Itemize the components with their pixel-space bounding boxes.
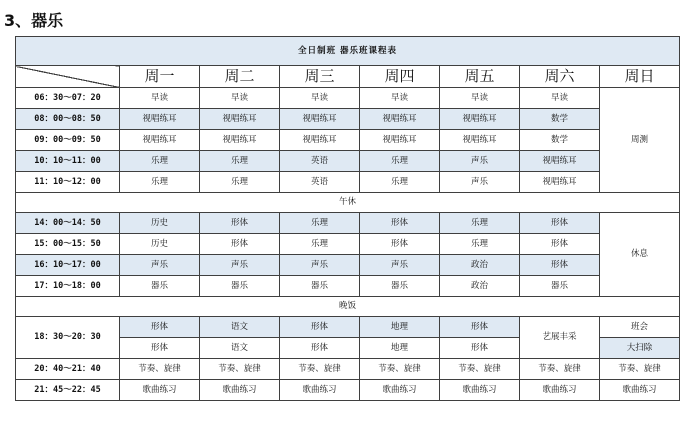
schedule-table xyxy=(15,36,680,401)
course-cell: 器乐 xyxy=(200,276,280,297)
course-cell: 节奏、旋律 xyxy=(360,359,440,380)
day-header: 周五 xyxy=(440,66,520,88)
time-slot: 21：45～22：45 xyxy=(16,380,120,401)
course-cell: 形体 xyxy=(280,338,360,359)
course-cell: 视唱练耳 xyxy=(120,109,200,130)
course-cell: 语文 xyxy=(200,317,280,338)
course-cell: 地理 xyxy=(360,338,440,359)
course-cell: 歌曲练习 xyxy=(360,380,440,401)
course-cell: 歌曲练习 xyxy=(280,380,360,401)
time-slot: 14：00～14：50 xyxy=(16,213,120,234)
time-slot: 15：00～15：50 xyxy=(16,234,120,255)
course-cell: 政治 xyxy=(440,255,520,276)
day-header: 周三 xyxy=(280,66,360,88)
course-cell: 乐理 xyxy=(120,172,200,193)
course-cell: 英语 xyxy=(280,151,360,172)
lunch-break-row: 午休 xyxy=(16,193,680,213)
course-cell: 乐理 xyxy=(280,213,360,234)
course-cell: 节奏、旋律 xyxy=(200,359,280,380)
course-cell: 乐理 xyxy=(120,151,200,172)
time-slot: 06：30～07：20 xyxy=(16,88,120,109)
course-cell: 历史 xyxy=(120,213,200,234)
course-cell: 声乐 xyxy=(440,172,520,193)
time-slot: 17：10～18：00 xyxy=(16,276,120,297)
course-cell: 视唱练耳 xyxy=(280,109,360,130)
course-cell: 乐理 xyxy=(200,172,280,193)
section-title: 3、器乐 xyxy=(4,11,64,30)
course-cell: 数学 xyxy=(520,130,600,151)
course-cell: 形体 xyxy=(200,213,280,234)
course-cell: 乐理 xyxy=(200,151,280,172)
diagonal-header-cell xyxy=(16,66,120,88)
course-cell: 语文 xyxy=(200,338,280,359)
course-cell: 早读 xyxy=(360,88,440,109)
course-cell: 政治 xyxy=(440,276,520,297)
day-header: 周日 xyxy=(600,66,680,88)
course-cell: 形体 xyxy=(440,338,520,359)
course-cell: 早读 xyxy=(520,88,600,109)
course-cell: 早读 xyxy=(200,88,280,109)
course-cell: 节奏、旋律 xyxy=(600,359,680,380)
course-cell: 英语 xyxy=(280,172,360,193)
course-cell: 节奏、旋律 xyxy=(120,359,200,380)
course-cell: 早读 xyxy=(120,88,200,109)
course-cell: 节奏、旋律 xyxy=(520,359,600,380)
course-cell: 声乐 xyxy=(200,255,280,276)
course-cell: 声乐 xyxy=(440,151,520,172)
course-cell: 形体 xyxy=(280,317,360,338)
course-cell: 节奏、旋律 xyxy=(280,359,360,380)
course-cell: 视唱练耳 xyxy=(520,151,600,172)
time-slot: 16：10～17：00 xyxy=(16,255,120,276)
course-cell: 乐理 xyxy=(440,234,520,255)
day-header: 周二 xyxy=(200,66,280,88)
course-cell: 视唱练耳 xyxy=(440,109,520,130)
day-header: 周一 xyxy=(120,66,200,88)
day-header: 周六 xyxy=(520,66,600,88)
course-cell: 形体 xyxy=(520,234,600,255)
time-slot: 10：10～11：00 xyxy=(16,151,120,172)
course-cell: 歌曲练习 xyxy=(120,380,200,401)
schedule-table-container xyxy=(15,36,679,401)
time-slot: 11：10～12：00 xyxy=(16,172,120,193)
sunday-evening-cell-line2: 大扫除 xyxy=(600,338,680,359)
course-cell: 数学 xyxy=(520,109,600,130)
course-cell: 地理 xyxy=(360,317,440,338)
course-cell: 歌曲练习 xyxy=(520,380,600,401)
course-cell: 历史 xyxy=(120,234,200,255)
course-cell: 视唱练耳 xyxy=(200,109,280,130)
course-cell: 节奏、旋律 xyxy=(440,359,520,380)
course-cell: 视唱练耳 xyxy=(360,109,440,130)
dinner-break-row: 晚饭 xyxy=(16,297,680,317)
time-slot: 20：40～21：40 xyxy=(16,359,120,380)
course-cell: 形体 xyxy=(520,255,600,276)
course-cell: 视唱练耳 xyxy=(280,130,360,151)
course-cell: 乐理 xyxy=(360,172,440,193)
course-cell: 形体 xyxy=(360,234,440,255)
time-slot: 09：00～09：50 xyxy=(16,130,120,151)
course-cell: 歌曲练习 xyxy=(440,380,520,401)
course-cell: 视唱练耳 xyxy=(440,130,520,151)
course-cell: 乐理 xyxy=(280,234,360,255)
course-cell: 歌曲练习 xyxy=(200,380,280,401)
sunday-afternoon-cell: 休息 xyxy=(600,213,680,297)
saturday-evening-cell: 艺展丰采 xyxy=(520,317,600,359)
course-cell: 器乐 xyxy=(120,276,200,297)
course-cell: 形体 xyxy=(200,234,280,255)
course-cell: 乐理 xyxy=(360,151,440,172)
course-cell: 早读 xyxy=(440,88,520,109)
time-slot: 18：30～20：30 xyxy=(16,317,120,359)
course-cell: 器乐 xyxy=(520,276,600,297)
course-cell: 形体 xyxy=(440,317,520,338)
course-cell: 形体 xyxy=(520,213,600,234)
course-cell: 早读 xyxy=(280,88,360,109)
course-cell: 声乐 xyxy=(280,255,360,276)
sunday-morning-cell: 周测 xyxy=(600,88,680,193)
time-slot: 08：00～08：50 xyxy=(16,109,120,130)
course-cell: 形体 xyxy=(360,213,440,234)
course-cell: 视唱练耳 xyxy=(200,130,280,151)
course-cell: 器乐 xyxy=(360,276,440,297)
table-title: 全日制班 器乐班课程表 xyxy=(16,37,680,66)
course-cell: 视唱练耳 xyxy=(360,130,440,151)
day-header: 周四 xyxy=(360,66,440,88)
course-cell: 声乐 xyxy=(120,255,200,276)
course-cell: 乐理 xyxy=(440,213,520,234)
course-cell: 器乐 xyxy=(280,276,360,297)
sunday-evening-cell-line1: 班会 xyxy=(600,317,680,338)
course-cell: 形体 xyxy=(120,338,200,359)
course-cell: 歌曲练习 xyxy=(600,380,680,401)
course-cell: 视唱练耳 xyxy=(520,172,600,193)
course-cell: 声乐 xyxy=(360,255,440,276)
course-cell: 形体 xyxy=(120,317,200,338)
course-cell: 视唱练耳 xyxy=(120,130,200,151)
